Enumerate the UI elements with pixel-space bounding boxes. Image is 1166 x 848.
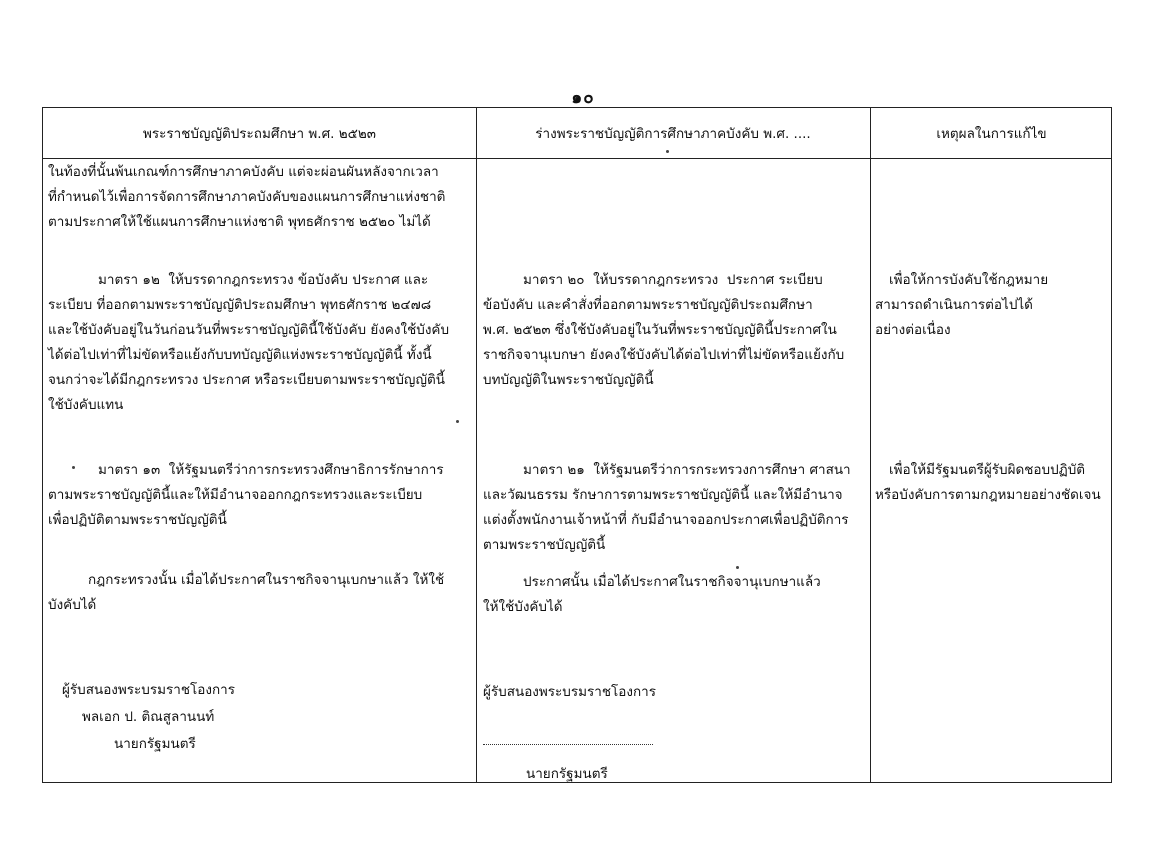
- current-act-ministerial-regulations: [48, 568, 444, 618]
- reason-continuity: [875, 268, 1048, 343]
- reason-minister-responsibility: [875, 458, 1101, 508]
- section-20-text: มาตรา ๒๐ ให้บรรดากฎกระทรวง ประกาศ ระเบียบ ข้อบังคับ และคำสั่งที่ออกตามพระราชบัญญัติประถมศึกษา พ.ศ. ๒๕๒๓ ซึ่งใช้บังคับอยู่ในวันที่พระราชบัญญัตินี้ประกาศใน ราชกิจจานุเบกษา ยังคงใช้บังคับได้ต่อไปเท่าที่ไม่ขัดหรือแย้งกับ บทบัญญัติในพระราชบัญญัตินี้: [483, 272, 845, 388]
- current-act-intro: ในท้องที่นั้นพ้นเกณฑ์การศึกษาภาคบังคับ แต่จะผ่อนผันหลังจากเวลา ที่กำหนดไว้เพื่อการจัดการศึกษาภาคบังคับของแผนการศึกษาแห่งชาติ ตามประกาศให้ใช้แผนการศึกษาแห่งชาติ พุทธศักราช ๒๕๒๐ ไม่ได้: [48, 164, 446, 230]
- scan-speck: [72, 466, 75, 469]
- section-21-text: มาตรา ๒๑ ให้รัฐมนตรีว่าการกระทรวงการศึกษา ศาสนา และวัฒนธรรม รักษาการตามพระราชบัญญัตินี้ และให้มีอำนาจ แต่งตั้งพนักงานเจ้าหน้าที่ กับมีอำนาจออกประกาศเพื่อปฏิบัติการ ตามพระราชบัญญัตินี้: [483, 462, 851, 553]
- reason-2-text: เพื่อให้มีรัฐมนตรีผู้รับผิดชอบปฏิบัติ หรือบังคับการตามกฎหมายอย่างชัดเจน: [875, 462, 1101, 503]
- current-act-section-12: [48, 268, 449, 418]
- ministerial-text: กฎกระทรวงนั้น เมื่อได้ประกาศในราชกิจจานุเบกษาแล้ว ให้ใช้ บังคับได้: [48, 572, 445, 613]
- draft-act-section-20: [483, 268, 844, 393]
- header-draft-act: ร่างพระราชบัญญัติการศึกษาภาคบังคับ พ.ศ. ....: [535, 126, 811, 142]
- section-12-text: มาตรา ๑๒ ให้บรรดากฎกระทรวง ข้อบังคับ ประกาศ และ ระเบียบ ที่ออกตามพระราชบัญญัติประถมศึกษา พุทธศักราช ๒๔๗๘ และใช้บังคับอยู่ในวันก่อนวันที่พระราชบัญญัตินี้ใช้บังคับ ยังคงใช้บังคับ ได้ต่อไปเท่าที่ไม่ขัดหรือแย้งกับบทบัญญัติแห่งพระราชบัญญัตินี้ ทั้งนี้ จนกว่าจะได้มีกฎกระทรวง ประกาศ หรือระเบียบตามพระราชบัญญัตินี้ ใช้บังคับแทน: [48, 272, 450, 413]
- section-13-text: มาตรา ๑๓ ให้รัฐมนตรีว่าการกระทรวงศึกษาธิการรักษาการ ตามพระราชบัญญัตินี้และให้มีอำนาจออกกฎกระทรวงและระเบียบ เพื่อปฏิบัติตามพระราชบัญญัตินี้: [48, 462, 444, 528]
- column-divider: [476, 108, 477, 782]
- draft-act-section-21: [483, 458, 851, 558]
- reason-1-text: เพื่อให้การบังคับใช้กฎหมาย สามารถดำเนินการต่อไปได้ อย่างต่อเนื่อง: [875, 272, 1049, 338]
- scan-speck: [736, 566, 739, 569]
- page-number: ๑๐: [571, 88, 595, 108]
- current-act-signer-name: พลเอก ป. ติณสูลานนท์: [82, 709, 215, 725]
- header-divider: [43, 158, 1111, 159]
- signature-line: [483, 744, 653, 745]
- column-divider: [870, 108, 871, 782]
- current-act-signer-title: นายกรัฐมนตรี: [114, 736, 196, 752]
- draft-act-countersign: ผู้รับสนองพระบรมราชโองการ: [483, 684, 656, 700]
- draft-act-announcement: [483, 570, 821, 620]
- header-current-act: พระราชบัญญัติประถมศึกษา พ.ศ. ๒๕๒๓: [143, 126, 376, 142]
- scan-speck: [666, 150, 669, 153]
- draft-act-signer-title: นายกรัฐมนตรี: [526, 766, 608, 782]
- header-reasons: เหตุผลในการแก้ไข: [936, 126, 1047, 142]
- scan-speck: [456, 420, 459, 423]
- announcement-text: ประกาศนั้น เมื่อได้ประกาศในราชกิจจานุเบกษาแล้ว ให้ใช้บังคับได้: [483, 574, 821, 615]
- current-act-countersign: ผู้รับสนองพระบรมราชโองการ: [62, 682, 235, 698]
- current-act-section-13: [48, 458, 444, 533]
